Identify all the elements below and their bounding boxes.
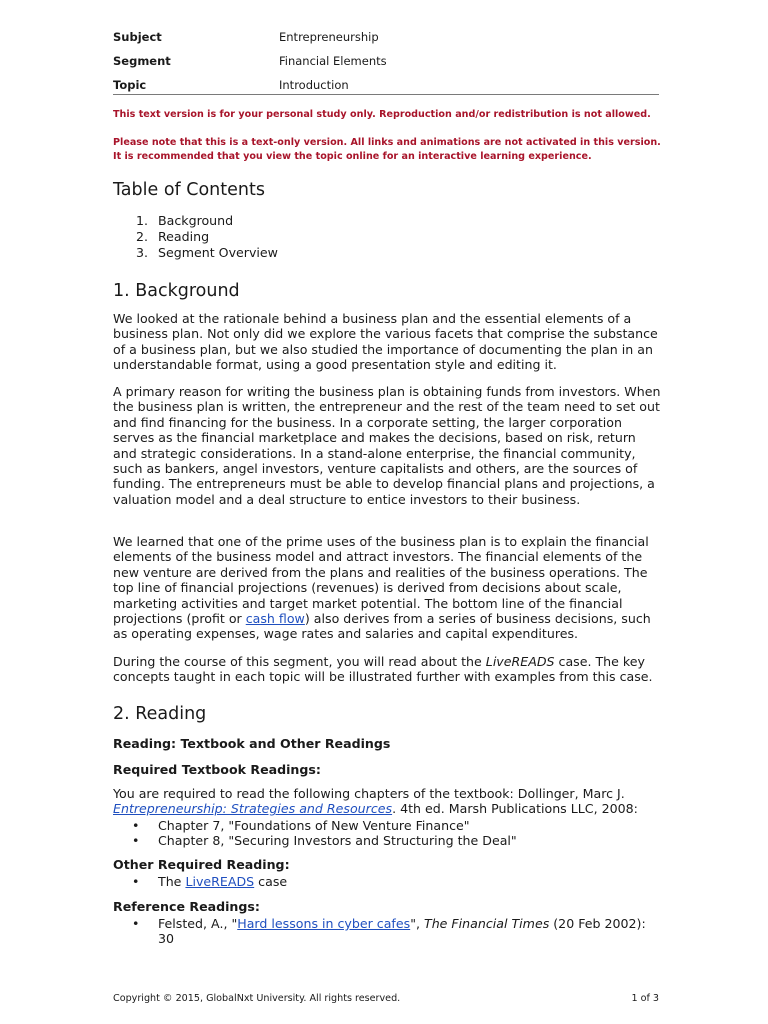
segment-value: Financial Elements xyxy=(279,54,387,68)
bullet-icon: • xyxy=(132,916,140,931)
background-paragraph-4 xyxy=(113,654,661,685)
subject-label: Subject xyxy=(113,30,162,44)
header-divider xyxy=(113,94,659,95)
paragraph-text: We learned that one of the prime uses of the business plan is to explain the financial elements of the business model and attract investors. The financial elements of the new venture are derived from the plans and realities of the business operations. The top line of financial projections (revenues) is derived from decisions about scale, marketing activities and target market potential. The bottom line of the financial projections (profit or xyxy=(113,534,649,627)
toc-item-label: Segment Overview xyxy=(158,245,278,260)
livereads-italic: LiveREADS xyxy=(485,654,555,669)
background-paragraph-3 xyxy=(113,534,661,642)
topic-metadata-table xyxy=(113,25,659,97)
reference-text xyxy=(158,916,662,947)
chapter-label: Chapter 7, "Foundations of New Venture Finance" xyxy=(158,818,470,833)
subject-row xyxy=(113,25,659,49)
toc-item-segment-overview[interactable] xyxy=(136,245,278,261)
paragraph-text: case xyxy=(254,874,288,889)
table-of-contents xyxy=(136,213,278,261)
other-reading-list xyxy=(132,874,662,889)
toc-item-label: Background xyxy=(158,213,234,228)
personal-use-notice: This text version is for your personal study only. Reproduction and/or redistribution is not allowed. xyxy=(113,109,651,120)
toc-item-number: 3. xyxy=(136,245,149,260)
segment-label: Segment xyxy=(113,54,171,68)
background-paragraph-2: A primary reason for writing the business plan is obtaining funds from investors. When the business plan is written, the entrepreneur and the rest of the team need to set out and find financing for the business. In a corporate setting, the larger corporation serves as the financial marketplace and makes the decisions, based on risk, return and strategic considerations. In a stand-alone enterprise, the financial community, such as bankers, angel investors, venture capitalists and others, are the sources of funding. The entrepreneurs must be able to develop financial plans and projections, a valuation model and a deal structure to entice investors to their business. xyxy=(113,384,661,507)
paragraph-text: case. The key concepts taught in each topic will be illustrated further with examples from this case. xyxy=(113,654,653,685)
required-textbook-subheading: Required Textbook Readings: xyxy=(113,762,321,777)
list-item xyxy=(132,916,662,947)
chapter-label: Chapter 8, "Securing Investors and Structuring the Deal" xyxy=(158,833,517,849)
segment-row xyxy=(113,49,659,73)
background-paragraph-1: We looked at the rationale behind a business plan and the essential elements of a business plan. Not only did we explore the various facets that comprise the substance of a business plan, but we also studied the importance of documenting the plan in an understandable format, using a good presentation style and editing it. xyxy=(113,311,658,373)
toc-item-reading[interactable] xyxy=(136,229,278,245)
textbook-reference xyxy=(113,786,661,817)
paragraph-text: ", xyxy=(410,916,424,931)
toc-item-label: Reading xyxy=(158,229,210,244)
topic-value: Introduction xyxy=(279,78,349,92)
paragraph-text: Felsted, A., " xyxy=(158,916,238,931)
reading-heading: 2. Reading xyxy=(113,704,207,724)
bullet-icon: • xyxy=(132,874,140,889)
subject-value: Entrepreneurship xyxy=(279,30,379,44)
background-heading: 1. Background xyxy=(113,281,240,301)
other-required-subheading: Other Required Reading: xyxy=(113,857,290,872)
chapter-list xyxy=(132,818,662,849)
toc-item-number: 1. xyxy=(136,213,149,228)
reference-list xyxy=(132,916,662,947)
reference-readings-subheading: Reference Readings: xyxy=(113,899,260,914)
paragraph-text: You are required to read the following chapters of the textbook: Dollinger, Marc J. xyxy=(113,786,625,801)
list-item xyxy=(132,833,662,848)
paragraph-text: (20 Feb 2002): 30 xyxy=(158,916,646,947)
reading-subheading: Reading: Textbook and Other Readings xyxy=(113,736,391,751)
toc-item-background[interactable] xyxy=(136,213,278,229)
cash-flow-link[interactable]: cash flow xyxy=(245,611,305,627)
text-only-notice-line1: Please note that this is a text-only version. All links and animations are not activated in this version. xyxy=(113,137,661,148)
paragraph-text: ) also derives from a series of business decisions, such as operating expenses, wage rates and salaries and capital expenditures. xyxy=(113,611,651,642)
toc-item-number: 2. xyxy=(136,229,149,244)
publication-name: The Financial Times xyxy=(424,916,550,931)
livereads-link[interactable]: LiveREADS xyxy=(185,874,255,889)
list-item xyxy=(132,818,662,833)
paragraph-text: During the course of this segment, you will read about the xyxy=(113,654,486,669)
toc-heading: Table of Contents xyxy=(113,180,265,200)
text-only-notice-line2: It is recommended that you view the topic online for an interactive learning experience. xyxy=(113,151,592,162)
topic-label: Topic xyxy=(113,78,147,92)
bullet-icon: • xyxy=(132,818,140,833)
paragraph-text: . 4th ed. Marsh Publications LLC, 2008: xyxy=(392,801,638,817)
other-reading-text xyxy=(158,874,287,889)
cyber-cafes-article-link[interactable]: Hard lessons in cyber cafes xyxy=(237,916,411,931)
textbook-title-link[interactable]: Entrepreneurship: Strategies and Resources xyxy=(113,801,393,817)
page-number: 1 of 3 xyxy=(631,993,659,1004)
copyright-text: Copyright © 2015, GlobalNxt University. All rights reserved. xyxy=(113,993,401,1004)
bullet-icon: • xyxy=(132,833,140,849)
list-item xyxy=(132,874,662,889)
text-only-notice xyxy=(113,136,673,164)
page-footer xyxy=(113,993,659,1004)
paragraph-text: The xyxy=(158,874,186,889)
